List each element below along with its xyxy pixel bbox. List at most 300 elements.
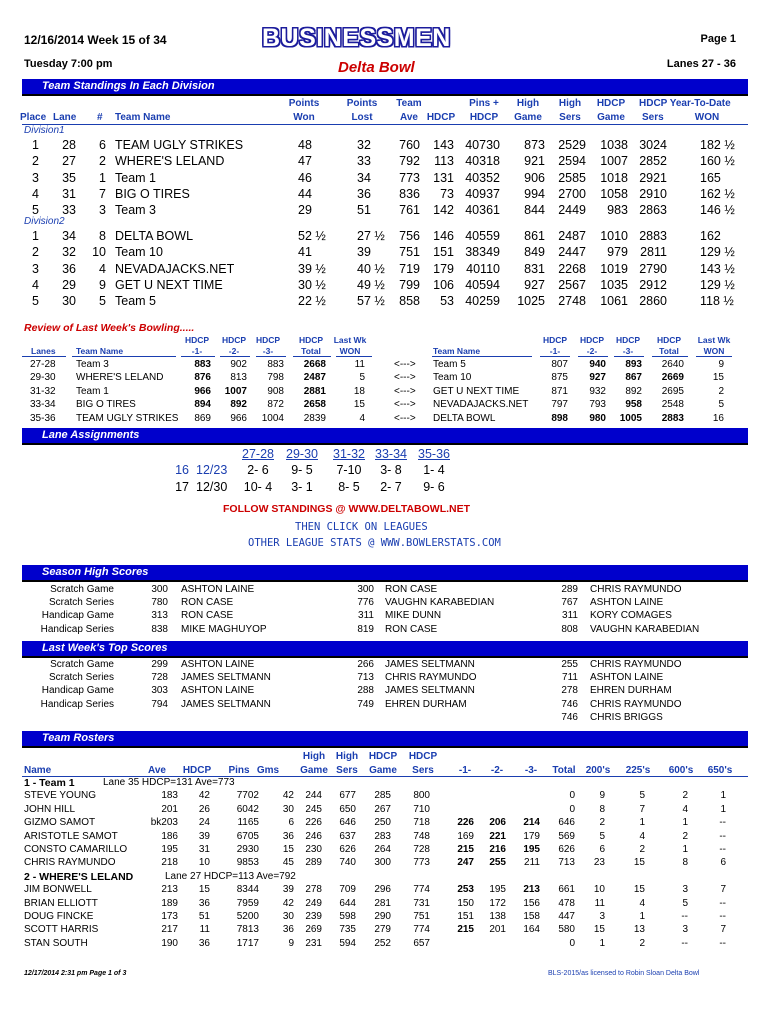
roster-stat: 580 [558,924,575,936]
hdcp-game: 1035 [600,277,628,292]
review-arrow: <---> [394,359,416,370]
hdcp-sers: 2883 [639,229,667,243]
high-game: 921 [524,154,545,169]
roster-stat: 447 [558,911,575,922]
roster-stat: 637 [339,830,356,842]
roster-hdr: Total [552,765,576,776]
roster-stat: 10 [198,857,210,869]
review-hdr: -2- [228,346,240,356]
points-lost: 39 [357,245,371,260]
roster-stat: 4 [682,803,688,815]
roster-stat: 215 [457,844,474,855]
high-sers: 2268 [558,261,586,276]
roster-stat: 0 [569,803,575,815]
bowler-name: ASHTON LAINE [181,659,255,670]
roster-hdr: HDCP [182,765,212,776]
roster-stat: 195 [523,844,540,855]
team-name: Team 1 [115,170,156,185]
team-number: 2 [99,154,106,169]
hdr-hdcp-game: HDCP [596,98,626,109]
ytd-won: 129 ½ [700,245,735,260]
bowler-name: CHRIS RAYMUNDO [24,857,116,869]
points-won: 52 ½ [298,229,326,243]
review-hdr: HDCP [542,335,568,345]
points-lost: 51 [357,203,371,218]
hdcp-game: 1007 [600,154,628,169]
hdcp-sers: 2790 [639,261,667,276]
roster-stat: 598 [339,911,356,922]
roster-stat: 269 [305,924,322,936]
review-score: 902 [230,359,247,370]
review-hdr: HDCP [615,335,641,345]
roster-stat: 156 [523,897,540,909]
other-league-stats-text: OTHER LEAGUE STATS @ WWW.BOWLERSTATS.COM [248,537,501,549]
page-number: Page 1 [700,33,736,45]
score-value: 776 [357,597,374,609]
roster-hdr: Ave [148,765,166,776]
hdcp-game: 1010 [600,229,628,243]
score-value: 794 [151,698,168,710]
bowler-name: CHRIS BRIGGS [590,711,663,723]
hdcp-sers: 2912 [639,277,667,292]
roster-stat: 6 [288,817,294,829]
bowler-name: STEVE YOUNG [24,790,97,802]
division-label: Division1 [24,125,65,136]
score-value: 728 [151,672,168,684]
roster-stat: 201 [489,924,506,936]
roster-stat: 231 [305,937,322,949]
roster-stat: 657 [413,937,430,949]
review-hdr: -3- [622,346,634,356]
points-won: 47 [298,154,312,169]
review-score-2: 898 [551,412,568,424]
pins-hdcp: 40559 [465,229,500,243]
review-hdr: -2- [586,346,598,356]
points-lost: 33 [357,154,371,169]
roster-stat: 10 [593,884,605,896]
matchup: 1- 4 [423,463,445,477]
roster-hdr: Sers [412,765,434,776]
review-won-2: 16 [712,412,724,424]
roster-stat: 36 [198,937,210,949]
high-sers: 2585 [558,170,586,185]
roster-stat: 626 [558,844,575,855]
high-game: 873 [524,138,545,152]
division-label: Division2 [24,216,65,227]
roster-stat: 169 [457,830,474,842]
hdr-points-won: Points [288,98,320,109]
place: 2 [32,245,39,260]
review-hdr: -1- [549,346,561,356]
bowler-name: STAN SOUTH [24,937,88,949]
roster-stat: 36 [198,897,210,909]
roster-stat: 289 [305,857,322,869]
score-value: 767 [561,597,578,609]
roster-stat: 213 [523,884,540,896]
bowler-name: RON CASE [385,584,438,595]
points-lost: 57 ½ [357,294,385,309]
roster-stat: 255 [489,857,506,869]
roster-stat: 42 [282,790,294,802]
roster-stat: 2 [682,830,688,842]
lane-assignments-bar [22,428,748,445]
team-ave: 792 [399,154,420,169]
review-score: 2839 [303,412,326,424]
roster-stat: 0 [569,937,575,949]
points-won: 41 [298,245,312,260]
roster-stat: 7 [720,924,726,936]
review-score-2: 875 [551,372,568,384]
roster-stat: 9 [288,937,294,949]
bowler-name: JAMES SELTMANN [385,659,475,670]
review-score: 869 [194,412,211,424]
review-score: 908 [267,385,284,397]
score-value: 300 [151,584,168,595]
roster-stat: 6 [720,857,726,869]
review-rule [220,356,250,357]
review-won-2: 15 [712,372,724,384]
roster-hdr: -1- [458,765,472,776]
roster-stat: 7 [639,803,645,815]
roster-stat: 172 [489,897,506,909]
roster-stat: 661 [558,884,575,896]
team-name: Team 3 [115,203,156,218]
team-hdcp: 146 [433,229,454,243]
bowler-name: ASHTON LAINE [181,685,255,697]
review-score-2: 927 [589,372,606,384]
place: 2 [32,154,39,169]
ytd-won: 162 ½ [700,186,735,201]
high-game: 994 [524,186,545,201]
roster-stat: 189 [161,897,178,909]
score-label: Scratch Game [50,584,114,595]
team-number: 1 [99,170,106,185]
bowler-name: MIKE DUNN [385,610,442,622]
hdcp-sers: 2921 [639,170,667,185]
season-high-title: Season High Scores [42,566,149,578]
review-rule [540,356,570,357]
review-team: BIG O TIRES [76,399,136,411]
roster-stat: 718 [413,817,430,829]
review-rule [256,356,286,357]
team-number: 7 [99,186,106,201]
roster-stat: 15 [198,884,210,896]
roster-stat: 30 [282,911,294,922]
roster-stat: 650 [339,803,356,815]
last-week-top-title: Last Week's Top Scores [42,642,168,654]
score-value: 288 [357,685,374,697]
roster-stat: 677 [339,790,356,802]
hdr-ytd: HDCP Year-To-Date [639,98,731,109]
bowler-name: VAUGHN KARABEDIAN [590,623,700,635]
team-name: TEAM UGLY STRIKES [115,138,244,152]
roster-stat: 281 [374,897,391,909]
hdr-team: Team [396,98,422,109]
team-hdcp: 131 [433,170,454,185]
roster-stat: 6 [599,844,605,855]
roster-stat: 710 [413,803,430,815]
score-value: 289 [561,584,578,595]
score-value: 278 [561,685,578,697]
roster-stat: 42 [198,790,210,802]
score-value: 255 [561,659,578,670]
review-score-2: 980 [589,412,606,424]
review-rule [293,356,331,357]
roster-stat: 8 [682,857,688,869]
high-game: 1025 [517,294,545,309]
roster-stat: -- [719,830,726,842]
roster-stat: 246 [305,830,322,842]
score-value: 300 [357,584,374,595]
roster-stat: 1 [599,937,605,949]
roster-stat: 2 [599,817,605,829]
team-number: 4 [99,261,106,276]
roster-stat: 1717 [236,937,259,949]
roster-stat: 285 [374,790,391,802]
score-value: 711 [562,672,578,684]
points-lost: 32 [357,138,371,152]
lane: 31 [62,186,76,201]
bowler-name: EHREN DURHAM [385,698,467,710]
roster-stat: 173 [161,911,178,922]
team-hdcp: 113 [434,154,454,169]
hdcp-game: 1061 [600,294,628,309]
score-label: Handicap Series [40,698,114,710]
ytd-won: 160 ½ [700,154,735,169]
review-hdr-lanes: Lanes [31,346,56,356]
roster-stat: 2 [639,844,645,855]
roster-hdr: High [335,751,359,762]
pins-hdcp: 40259 [465,294,500,309]
points-won: 22 ½ [298,294,326,309]
score-value: 746 [561,698,578,710]
bowler-name: BRIAN ELLIOTT [24,897,98,909]
roster-stat: 5 [599,830,605,842]
roster-stat: 252 [374,937,391,949]
roster-stat: 158 [523,911,540,922]
matchup: 7-10 [336,463,362,477]
ytd-won: 118 ½ [700,294,734,309]
review-arrow: <---> [394,385,416,397]
roster-stat: 748 [413,830,430,842]
hdcp-sers: 2860 [639,294,667,309]
roster-stat: 253 [457,884,474,896]
score-value: 819 [357,623,374,635]
bowling-center-name: Delta Bowl [338,59,415,76]
roster-stat: 594 [339,937,356,949]
team-ave: 858 [399,294,420,309]
roster-stat: 226 [305,817,322,829]
lane-pair: 35-36 [418,447,450,461]
roster-hdr: -3- [524,765,538,776]
roster-stat: 206 [489,817,506,829]
review-score: 883 [194,359,211,370]
roster-stat: 195 [489,884,506,896]
roster-stat: 164 [523,924,540,936]
high-sers: 2700 [558,186,586,201]
rosters-bar [22,731,748,748]
review-hdr: HDCP [579,335,605,345]
review-score-2: 940 [589,359,606,370]
team-number: 5 [99,294,106,309]
points-won: 39 ½ [298,261,326,276]
roster-hdr: -2- [490,765,504,776]
pins-hdcp: 40594 [465,277,500,292]
review-arrow: <---> [394,412,416,424]
review-hdr: HDCP [298,335,324,345]
roster-stat: 8 [599,803,605,815]
roster-stat: 6705 [236,830,259,842]
review-rule [578,356,608,357]
score-label: Handicap Game [41,685,114,697]
place: 1 [32,229,39,243]
hdr-points-lost: Points [346,98,378,109]
follow-standings-text: FOLLOW STANDINGS @ WWW.DELTABOWL.NET [223,503,471,515]
roster-stat: 239 [305,911,322,922]
high-game: 906 [524,170,545,185]
roster-hdr: HDCP [368,751,398,762]
review-rule [181,356,215,357]
points-lost: 34 [357,170,371,185]
lane: 33 [62,203,76,218]
review-score: 966 [230,412,247,424]
team-name: BIG O TIRES [115,186,190,201]
roster-stat: 4 [639,830,645,842]
pins-hdcp: 38349 [465,245,500,260]
place: 5 [32,294,39,309]
league-name-logo: BUSINESSMEN [262,24,451,52]
review-team: Team 1 [76,385,109,397]
bowler-name: JOHN HILL [24,803,76,815]
matchup: 8- 5 [338,480,360,494]
roster-stat: 5 [639,790,645,802]
roster-hdr: Sers [336,765,358,776]
roster-stat: 2 [639,937,645,949]
score-value: 746 [561,711,578,723]
review-score-2: 2669 [661,372,684,384]
review-won: 11 [354,359,365,370]
roster-stat: 214 [523,817,540,829]
roster-stat: 740 [339,857,356,869]
roster-stat: 36 [282,830,294,842]
hdcp-game: 1058 [600,186,628,201]
roster-hdr: HDCP [408,751,438,762]
roster-stat: 221 [489,830,506,842]
roster-hdr: 200's [585,765,611,776]
ytd-won: 162 [700,229,721,243]
team-name: Team 5 [115,294,156,309]
roster-team-info: Lane 35 HDCP=131 Ave=773 [103,777,235,788]
score-value: 749 [357,698,374,710]
place: 3 [32,261,39,276]
roster-stat: 6042 [236,803,259,815]
team-hdcp: 143 [433,138,454,152]
hdr-hdcp-game-2: Game [597,112,625,123]
ytd-won: 146 ½ [700,203,735,218]
roster-stat: 15 [633,884,645,896]
lane-pair: 27-28 [242,447,274,461]
bowler-name: ASHTON LAINE [181,584,255,595]
hdcp-sers: 2863 [639,203,667,218]
review-hdr: -1- [191,346,203,356]
lane: 35 [62,170,76,185]
season-high-bar [22,565,748,582]
pins-hdcp: 40110 [466,261,500,276]
lane: 30 [62,294,76,309]
roster-stat: 9 [599,790,605,802]
team-name: GET U NEXT TIME [115,277,223,292]
roster-stat: 5 [682,897,688,909]
lane: 36 [62,261,76,276]
hdcp-game: 1019 [600,261,628,276]
hdr-num: # [97,112,103,123]
roster-stat: 735 [339,924,356,936]
week-number: 16 [175,463,189,477]
pins-hdcp: 40730 [465,138,500,152]
score-value: 780 [151,597,168,609]
roster-stat: 211 [524,857,540,869]
team-number: 3 [99,203,106,218]
roster-stat: -- [719,897,726,909]
hdr-hdcp-sers: Sers [642,112,664,123]
roster-stat: -- [681,911,688,922]
lane: 32 [62,245,76,260]
roster-stat: -- [719,937,726,949]
review-score-2: 932 [589,385,606,397]
hdcp-game: 979 [607,245,628,260]
roster-stat: 244 [305,790,322,802]
review-score: 883 [267,359,284,370]
bowler-name: ASHTON LAINE [590,597,664,609]
review-score: 966 [194,385,211,397]
hdr-place: Place [20,112,47,123]
roster-stat: 217 [161,924,178,936]
roster-stat: 190 [161,937,178,949]
place: 4 [32,277,39,292]
review-score-2: 871 [551,385,568,397]
roster-stat: 1 [639,911,645,922]
roster-stat: 23 [593,857,605,869]
roster-stat: 478 [558,897,575,909]
review-score: 2881 [303,385,326,397]
hdr-points-lost-2: Lost [351,112,373,123]
score-label: Scratch Game [50,659,114,670]
review-won-2: 9 [718,359,724,370]
roster-stat: 30 [282,803,294,815]
team-ave: 756 [399,229,420,243]
review-lanes: 27-28 [30,359,56,370]
review-team-2: NEVADAJACKS.NET [433,399,529,411]
roster-stat: 800 [413,790,430,802]
review-team: WHERE'S LELAND [76,372,164,384]
review-won: 15 [353,399,365,411]
pins-hdcp: 40361 [465,203,500,218]
footer-license: BLS-2015/as licensed to Robin Sloan Delta Bowl [548,970,700,977]
roster-hdr: 225's [625,765,651,776]
roster-stat: 11 [199,924,210,936]
report-day-time: Tuesday 7:00 pm [24,58,113,70]
bowler-name: DOUG FINCKE [24,911,94,922]
roster-stat: 774 [413,884,430,896]
bowler-name: CONSTO CAMARILLO [24,844,128,855]
review-hdr: WON [703,346,725,356]
team-hdcp: 142 [433,203,454,218]
roster-stat: 42 [282,897,294,909]
week-number: 17 [175,480,189,494]
hdr-team-name: Team Name [115,112,171,123]
team-number: 8 [99,229,106,243]
roster-stat: 151 [457,911,474,922]
